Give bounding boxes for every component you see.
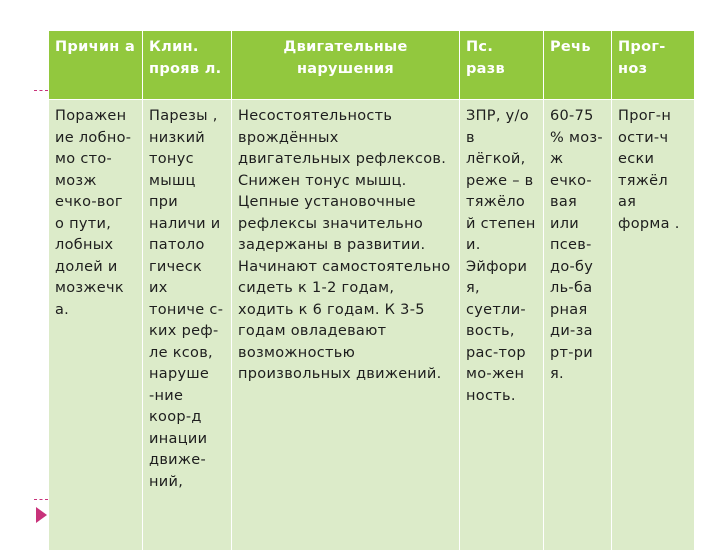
cell-cause: Поражен ие лобно-мо сто-мозж ечко-вог о пути, лобных долей и мозжечк а. [49, 100, 143, 551]
decorative-dash-bottom [34, 499, 48, 501]
cell-prognosis: Прог-н ости-ч ески тяжёл ая форма . [612, 100, 695, 551]
header-clinical-manifestations: Клин. прояв л. [143, 31, 232, 100]
cell-motor-disorders: Несостоятельность врождённых двигательных рефлексов. Снижен тонус мышц. Цепные установочные рефлексы значительно задержаны в развитии. Начинают самостоятельно сидеть к 1-2 годам, ходить к 6 годам. К 3-5 годам овладевают возможностью произвольных движений. [232, 100, 460, 551]
header-cause: Причин а [49, 31, 143, 100]
decorative-triangle-icon [36, 507, 47, 523]
table-row [49, 100, 695, 551]
decorative-dash-top [34, 90, 48, 92]
cerebral-palsy-form-table [48, 30, 695, 551]
header-motor-disorders: Двигательные нарушения [232, 31, 460, 100]
cell-clinical-manifestations: Парезы , низкий тонус мышц при наличи и патоло гическ их тониче с-ких реф-ле ксов, наруше -ние коор-д инации движе- ний, [143, 100, 232, 551]
table-header-row [49, 31, 695, 100]
header-speech: Речь [544, 31, 612, 100]
cell-speech: 60-75 % моз-ж ечко- вая или псев- до-бу ль-ба рная ди-за рт-ри я. [544, 100, 612, 551]
cell-psychological-development: ЗПР, у/о в лёгкой, реже – в тяжёло й степен и. Эйфори я, суетли- вость, рас-тор мо-жен ность. [460, 100, 544, 551]
header-prognosis: Прог- ноз [612, 31, 695, 100]
header-psychological-development: Пс. разв [460, 31, 544, 100]
